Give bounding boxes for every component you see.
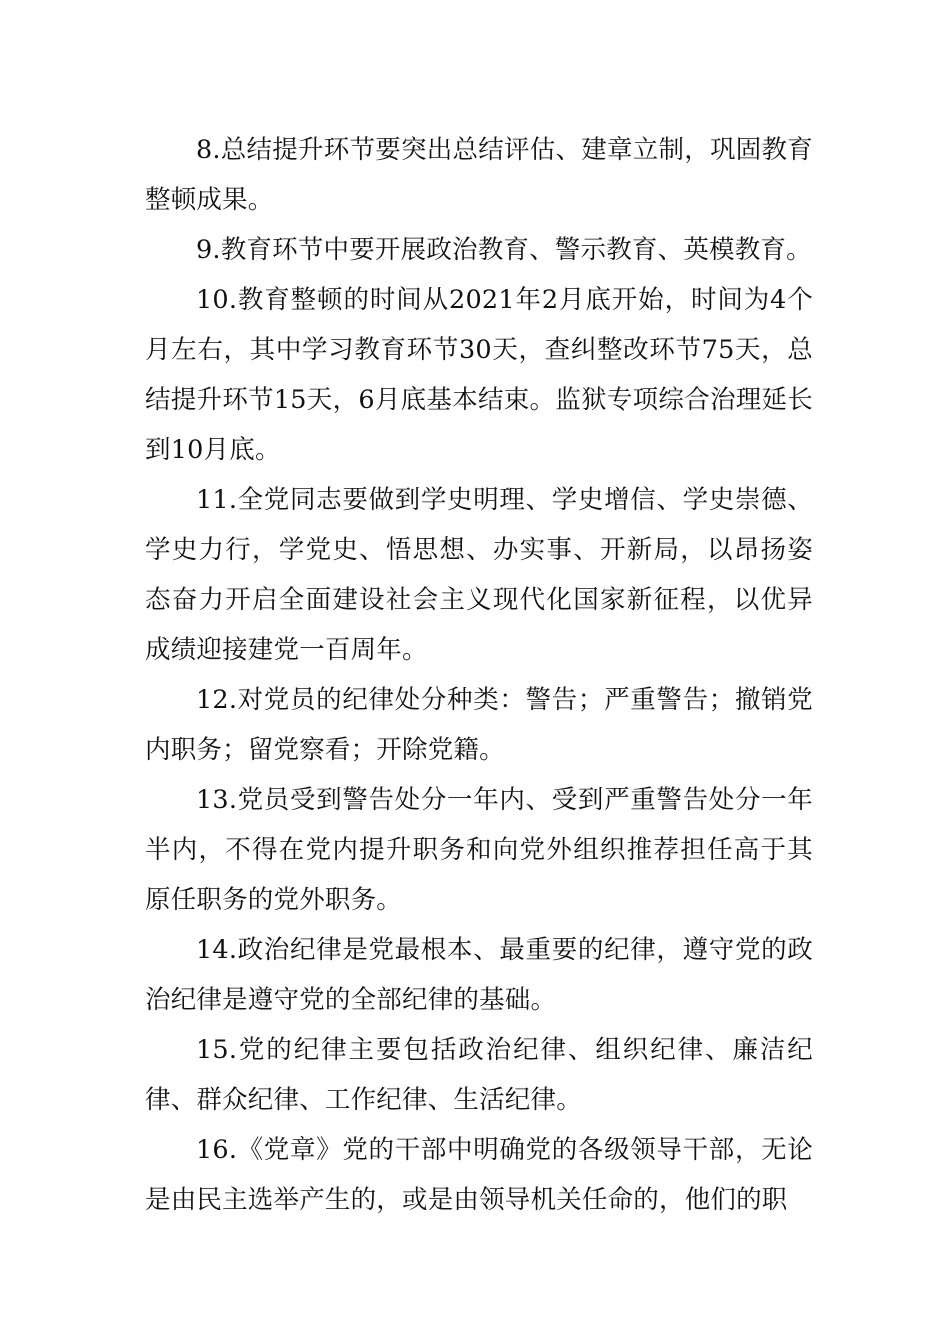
paragraph-item-8: 8.总结提升环节要突出总结评估、建章立制，巩固教育整顿成果。 (145, 135, 813, 215)
paragraph-item-12: 12.对党员的纪律处分种类：警告；严重警告；撤销党内职务；留党察看；开除党籍。 (145, 685, 813, 765)
paragraph-item-14: 14.政治纪律是党最根本、最重要的纪律，遵守党的政治纪律是遵守党的全部纪律的基础。 (145, 935, 813, 1015)
paragraph-item-13: 13.党员受到警告处分一年内、受到严重警告处分一年半内，不得在党内提升职务和向党外组织推荐担任高于其原任职务的党外职务。 (145, 785, 813, 915)
paragraph-item-10: 10.教育整顿的时间从2021年2月底开始，时间为4个月左右，其中学习教育环节30天，查纠整改环节75天，总结提升环节15天，6月底基本结束。监狱专项综合治理延长到10月底。 (145, 285, 813, 465)
document-body (145, 125, 813, 1225)
paragraph-item-15: 15.党的纪律主要包括政治纪律、组织纪律、廉洁纪律、群众纪律、工作纪律、生活纪律。 (145, 1035, 813, 1115)
paragraph-item-16: 16.《党章》党的干部中明确党的各级领导干部，无论是由民主选举产生的，或是由领导机关任命的，他们的职 (145, 1135, 813, 1215)
paragraph-item-9: 9.教育环节中要开展政治教育、警示教育、英模教育。 (196, 235, 812, 265)
paragraph-item-11: 11.全党同志要做到学史明理、学史增信、学史崇德、学史力行，学党史、悟思想、办实事、开新局，以昂扬姿态奋力开启全面建设社会主义现代化国家新征程，以优异成绩迎接建党一百周年。 (145, 485, 813, 665)
